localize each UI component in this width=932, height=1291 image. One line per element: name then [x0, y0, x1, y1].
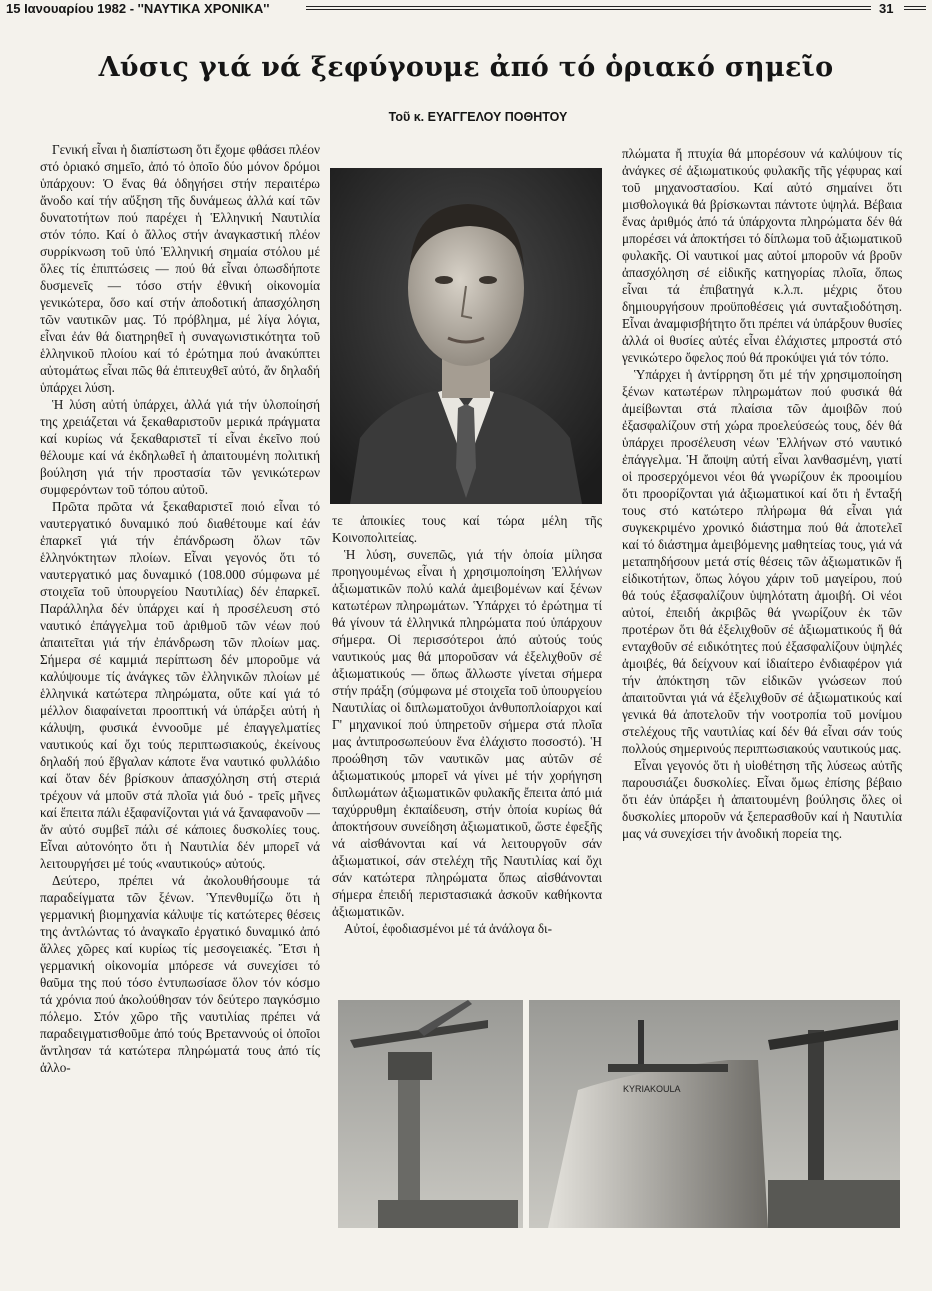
paragraph: Ἡ λύση αὐτή ὑπάρχει, ἀλλά γιά τήν ὑλοποίησή της χρειάζεται νά ξεκαθαριστοῦν μερικά πράγματα καί κυρίως νά ξεκαθαριστεῖ τί εἶναι ἐκεῖνο πού θέλουμε καί νά ἐκδηλωθεῖ ἡ ἀπαιτουμένη πολιτική βούληση γιά τήν προστασία τῶν γενικώτερων συμφερόντων τοῦ τόπου αὐτοῦ.: [40, 397, 320, 497]
header-issue-date: 15 Ιανουαρίου 1982 - ''ΝΑΥΤΙΚΑ ΧΡΟΝΙΚΑ'': [6, 1, 270, 16]
paragraph: πλώματα ἤ πτυχία θά μπορέσουν νά καλύψουν τίς ἀνάγκες σέ ἀξιωματικούς φυλακῆς τῆς γέφυρας καί τοῦ μηχανοστασίου. Καί αὐτό σημαίνει ὅτι μισθολογικά θά βρίσκωνται πάντοτε ὑψηλά. Βέβαια ἕνας ἀριθμός ἀπό τά ὑπάρχοντα πληρώματα δέν θά μπορέσει νά ἀποκτήσει τό δίπλωμα τοῦ ἀξιωματικοῦ φυλακῆς. Οἱ ναυτικοί μας αὐτοί μποροῦν νά βροῦν ἀπασχόληση σέ εἰδικῆς κατηγορίας πλοῖα, ὅπως εἶναι τά ἐπιβατηγά κ.λ.π. μέχρις ὅτου δημιουργήσουν προϋποθέσεις γιά συνταξιοδότηση. Εἶναι ἀναμφισβήτητο ὅτι πρέπει νά ὑπάρξουν θυσίες ἀλλά οἱ θυσίες αὐτές εἶναι ἐλάχιστες μπροστά στό γενικώτερο ὄφελος πού θά προκύψει γιά τόν τόπο.: [622, 146, 902, 365]
article-byline: Τοῦ κ. ΕΥΑΓΓΕΛΟΥ ΠΟΘΗΤΟΥ: [388, 110, 568, 124]
paragraph: Γενική εἶναι ἡ διαπίστωση ὅτι ἔχομε φθάσει πλέον στό ὁριακό σημεῖο, ἀπό τό ὁποῖο δύο μόνον δρόμοι ὑπάρχουν: Ὁ ἕνας θά ὁδηγήσει στήν περαιτέρω ἄνοδο καί τήν αὔξηση τῆς δυνάμεως ἀλλά καί τῶν δυνατοτήτων πού παρέχει ἡ Ἑλληνική Ναυτιλία στόν τόπο. Καί ὁ ἄλλος στήν ἀναγκαστική πλέον συρρίκνωση τοῦ ὑπό Ἑλληνική σημαία στόλου μέ ὅλες τίς ἐπιπτώσεις — πού θά εἶναι ὁπωσδήποτε δυσμενεῖς — τόσο στήν ἐθνική οἰκονομία γενικώτερα, ὅσο καί στήν ἀποδοτική ἀπασχόληση τῶν ναυτικῶν μας. Τό πρόβλημα, μέ λίγα λόγια, εἶναι ἐάν θά διατηρηθεῖ ἡ συναγωνιστικότητα τοῦ ἑλληνικοῦ πλοίου καί τό ἐρώτημα πού ἀνακύπτει αὐτομάτως εἶναι πῶς θά ἐπιτευχθεῖ αὐτό, ἄν δηλαδή ὑπάρχει λύση.: [40, 142, 320, 395]
author-portrait: [330, 168, 602, 504]
paragraph: Πρῶτα πρῶτα νά ξεκαθαριστεῖ ποιό εἶναι τό ναυτεργατικό δυναμικό πού διαθέτουμε καί ἐάν ἐπαρκεῖ γιά τήν ἐπάνδρωση ὅλων τῶν ἑλληνόκτητων πλοίων. Εἶναι γεγονός ὅτι τό ναυτεργατικό μας δυναμικό (108.000 σύμφωνα μέ στοιχεῖα τοῦ ὑπουργείου Ναυτιλίας) δέν ἐπαρκεῖ. Παράλληλα δέν ὑπάρχει καί ἡ προσέλευση στό ναυτικό ἐπάγγελμα τοῦ ἀριθμοῦ τῶν νέων πού ἀπαιτεῖται γιά τήν ἐπάνδρωση τῶν πλοίων μας. Σήμερα σέ καμμιά περίπτωση δέν μποροῦμε νά καλύψουμε τίς ἀνάγκες τῶν ἑλληνικῶν πλοίων μέ ἑλληνικά κατώτερα πληρώματα, οὔτε καί γιά τό μέλλον διαφαίνεται προοπτική νά ὑπάρξει αὐτή ἡ κάλυψη, φυσικά ἐννοοῦμε μέ ἐπαγγελματίες ναυτικούς καί ὄχι τούς περιπτωσιακούς, ἐκείνους δηλαδή πού ἔβγαλαν κάποτε ἕνα ναυτικό φυλλάδιο καί ὅταν δέν βρίσκουν ἀπασχόληση στή στεριά τρέχουν νά μποῦν στά πλοῖα γιά δυό - τρεῖς μῆνες καί ἔπειτα πάλι ἐξαφανίζονται γιά νά ξαναφανοῦν — ἄν αὐτό συμβεῖ πάλι σέ κάποιες δυσκολίες τους. Εἶναι αὐτονόητο ὅτι ἡ Ναυτιλία δέν μπορεῖ νά λειτουργήσει μέ τούς «ναυτικούς» αὐτούς.: [40, 499, 320, 871]
page-header: [6, 0, 926, 18]
ship-name: KYRIAKOULA: [623, 1084, 681, 1094]
portrait-illustration: [330, 168, 602, 504]
header-rule-end: [904, 6, 926, 10]
page-number: 31: [879, 1, 894, 16]
article-column-3: [622, 145, 902, 1015]
paragraph: Αὐτοί, ἐφοδιασμένοι μέ τά ἀνάλογα δι-: [344, 921, 552, 936]
paragraph: τε ἀποικίες τους καί τώρα μέλη τῆς Κοινοπολιτείας.: [332, 513, 602, 545]
article-column-1: [40, 141, 320, 1231]
paragraph: Δεύτερο, πρέπει νά ἀκολουθήσουμε τά παραδείγματα τῶν ξένων. Ὑπενθυμίζω ὅτι ἡ γερμανική βιομηχανία κάλυψε τίς κατώτερες θέσεις της ἀντλώντας τό ἀναγκαῖο ἐργατικό δυναμικό ἀπό ἄλλες χῶρες καί κυρίως τίς μεσογειακές. Ἔτσι ἡ γερμανική οἰκονομία μπόρεσε νά συνεχίσει τό θαῦμα της πού τόσο ἐντυπωσίασε ὅλον τόν κόσμο τά χρόνια πού ἀκολούθησαν τόν δεύτερο παγκόσμιο πόλεμο. Στόν χῶρο τῆς ναυτιλίας πρέπει νά παραδειγματισθοῦμε ἀπό τούς Βρεταννούς οἱ ὁποῖοι ἄντλησαν τά κατώτερα πληρώματά τους ἀπό τίς ἀλλο-: [40, 873, 320, 1075]
paragraph: Εἶναι γεγονός ὅτι ἡ υἱοθέτηση τῆς λύσεως αὐτῆς παρουσιάζει δυσκολίες. Εἶναι ὅμως ἐπίσης βέβαιο ὅτι ἐάν ὑπάρξει ἡ ἀπαιτουμένη βούλησις ὅλες οἱ δυσκολίες μποροῦν νά ξεπερασθοῦν καί ἡ Ναυτιλία μας νά συνεχίσει τήν ἀνοδική πορεία της.: [622, 758, 902, 841]
shipyard-photo: [338, 1000, 900, 1228]
article-column-2: [332, 512, 602, 982]
article-title: Λύσις γιά νά ξεφύγουμε ἀπό τό ὁριακό σημεῖο: [98, 52, 834, 83]
paragraph: Ὑπάρχει ἡ ἀντίρρηση ὅτι μέ τήν χρησιμοποίηση ξένων κατωτέρων πληρωμάτων πού φυσικά θά ἀμείβωνται στά πλαίσια τῶν ἀμοιβῶν πού ἐξασφαλίζουν στή χώρα προελεύσεώς τους, δέν θά ὑπάρχει προσέλευση νέων Ἑλλήνων στό ναυτικό ἐπάγγελμα. Ἡ ἄποψη αὐτή εἶναι λανθασμένη, γιατί οἱ προσερχόμενοι νέοι θά γνωρίζουν ἐκ προοιμίου ὅτι προορίζονται γιά ἀξιωματικοί καί ὅτι ἡ ἔνταξή τους στό κατώτερο πλήρωμα θά εἶναι γιά συγκεκριμένο χρονικό διάστημα πού θά ἀποτελεῖ καί τό διάστημα ἀμειβόμενης μαθητείας τους, γιά νά μεταπηδήσουν μετά στίς θέσεις τῶν ἀξιωματικῶν ἤ εἰδικοτήτων, ὅπως λόγου χάριν τοῦ μαγείρου, πού θά τούς ἐξασφαλίζουν ὑψηλότατη ἀμοιβή. Οἱ νέοι αὐτοί, ἐπειδή ἀκριβῶς θά γνωρίζουν ἐκ τῶν προτέρων ὅτι θά ἐξελιχθοῦν σέ ἀξιωματικούς ἤ θά ενταχθοῦν σέ ειδικότητες πού ἐξασφαλίζουν ὑψηλές ἀμοιβές, θά δείχνουν καί ἰδιαίτερο ἐνδιαφέρον γιά τήν ἀπόκτηση τῶν εἰδικῶν γνώσεων πού ἀπαιτοῦνται γιά νά ἐξελιχθοῦν σέ ἀξιωματικούς καί γενικά θά ἀποτελοῦν τήν νοοτροπία τοῦ μονίμου στελέχους τῆς ναυτιλίας καί δέν θά εἶναι σάν τούς πολλούς σημερινούς περιπτωσιακούς ναυτικούς μας.: [622, 367, 902, 756]
paragraph: Ἡ λύση, συνεπῶς, γιά τήν ὁποία μίλησα προηγουμένως εἶναι ἡ χρησιμοποίηση Ἑλλήνων ἀξιωματικῶν πολύ καλά ἀμειβομένων καί ξένων κατωτέρων πληρωμάτων. Ὑπάρχει τό ἐρώτημα τί θά γίνουν τά ἑλληνικά πληρώματα πού ὑπάρχουν σήμερα. Οἱ περισσότεροι ἀπό αὐτούς τούς ναυτικούς μας θά μποροῦσαν νά ἐξελιχθοῦν σέ ἀξιωματικούς — ὅπως ἄλλωστε γίνεται σήμερα στήν πράξη (σύμφωνα μέ στοιχεῖα τοῦ ὑπουργείου Ναυτιλίας οἱ διπλωματοῦχοι ἀνθυποπλοίαρχοι καί Γ' μηχανικοί πού ὑπηρετοῦν σήμερα στά πλοῖα μας ἀντιπροσωπεύουν ἕνα ἐλάχιστο ποσοστό). Ἡ προώθηση τῶν ναυτικῶν μας αὐτῶν σέ ἀξιωματικούς μπορεῖ νά γίνει μέ τήν χορήγηση διπλωμάτων ἀξιωματικῶν φυλακῆς ἔπειτα ἀπό μιά ταχύρρυθμη ἐκπαίδευση, στήν ὁποία κυρίως θά ἀποκτήσουν συνείδηση ἀξιωματικοῦ, ὥστε ἐφεξῆς νά αἰσθάνονται καί νά λειτουργοῦν σάν ἀξιωματικοί, σάν στελέχη τῆς Ναυτιλίας καί ὄχι σάν κατώτερα πληρώματα ὅπως αἰσθάνονται σήμερα ἐπειδή περιστασιακά ἀσκοῦν καθήκοντα ἀξιωματικῶν.: [332, 547, 602, 919]
shipyard-illustration: [338, 1000, 900, 1228]
header-rule: [306, 6, 871, 10]
